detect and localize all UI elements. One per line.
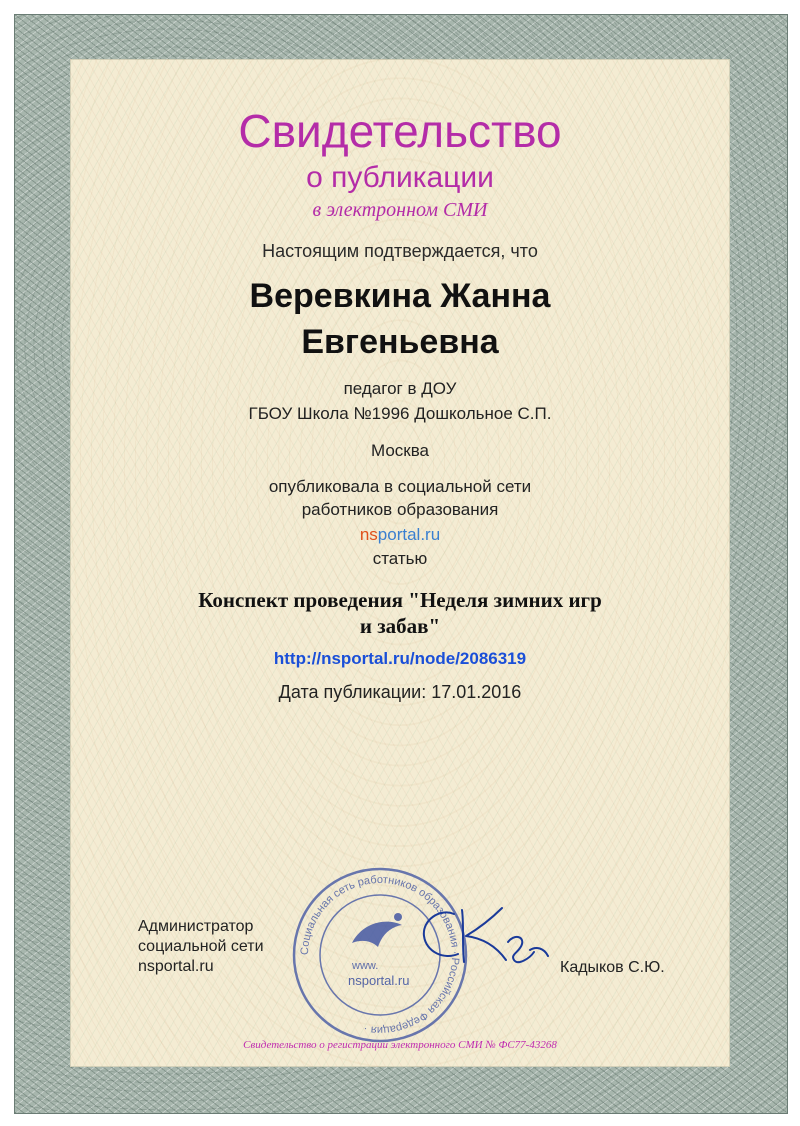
stamp-site-text: nsportal.ru — [348, 973, 410, 988]
admin-label-line1: Администратор — [138, 918, 254, 935]
confirm-text: Настоящим подтверждается, что — [262, 241, 538, 261]
signature-image — [410, 900, 560, 980]
site-name-part1: ns — [359, 525, 378, 544]
admin-label-line2: социальной сети — [138, 938, 264, 955]
article-url-link[interactable]: http://nsportal.ru/node/2086319 — [273, 649, 527, 668]
article-title-line1: Конспект проведения "Неделя зимних игр — [198, 588, 602, 612]
person-organization: ГБОУ Школа №1996 Дошкольное С.П. — [248, 404, 552, 423]
stamp-outer-text: Социальная сеть работников образования · Российская Федерация · — [298, 873, 462, 1037]
certificate-subtitle-media: в электронном СМИ — [312, 199, 488, 221]
publication-date: Дата публикации: 17.01.2016 — [278, 682, 522, 702]
admin-label-line3: nsportal.ru — [138, 958, 214, 975]
stamp-logo-icon — [352, 913, 402, 947]
person-city: Москва — [370, 441, 430, 460]
certificate-subtitle: о публикации — [306, 161, 494, 194]
stamp-www-text: www. — [352, 960, 379, 972]
person-name-line1: Веревкина Жанна — [249, 277, 551, 315]
published-text-line1: опубликовала в социальной сети — [268, 477, 532, 496]
person-name-line2: Евгеньевна — [301, 323, 499, 361]
person-position: педагог в ДОУ — [343, 379, 457, 398]
site-name — [0, 524, 800, 546]
signer-name: Кадыков С.Ю. — [560, 959, 665, 976]
article-word: статью — [372, 549, 428, 568]
registration-footer: Свидетельство о регистрации электронного СМИ № ФС77-43268 — [243, 1039, 557, 1051]
certificate-title: Свидетельство — [238, 105, 562, 157]
article-title-line2: и забав" — [359, 614, 441, 638]
published-text-line2: работников образования — [301, 500, 499, 519]
site-name-part2: portal.ru — [377, 525, 441, 544]
